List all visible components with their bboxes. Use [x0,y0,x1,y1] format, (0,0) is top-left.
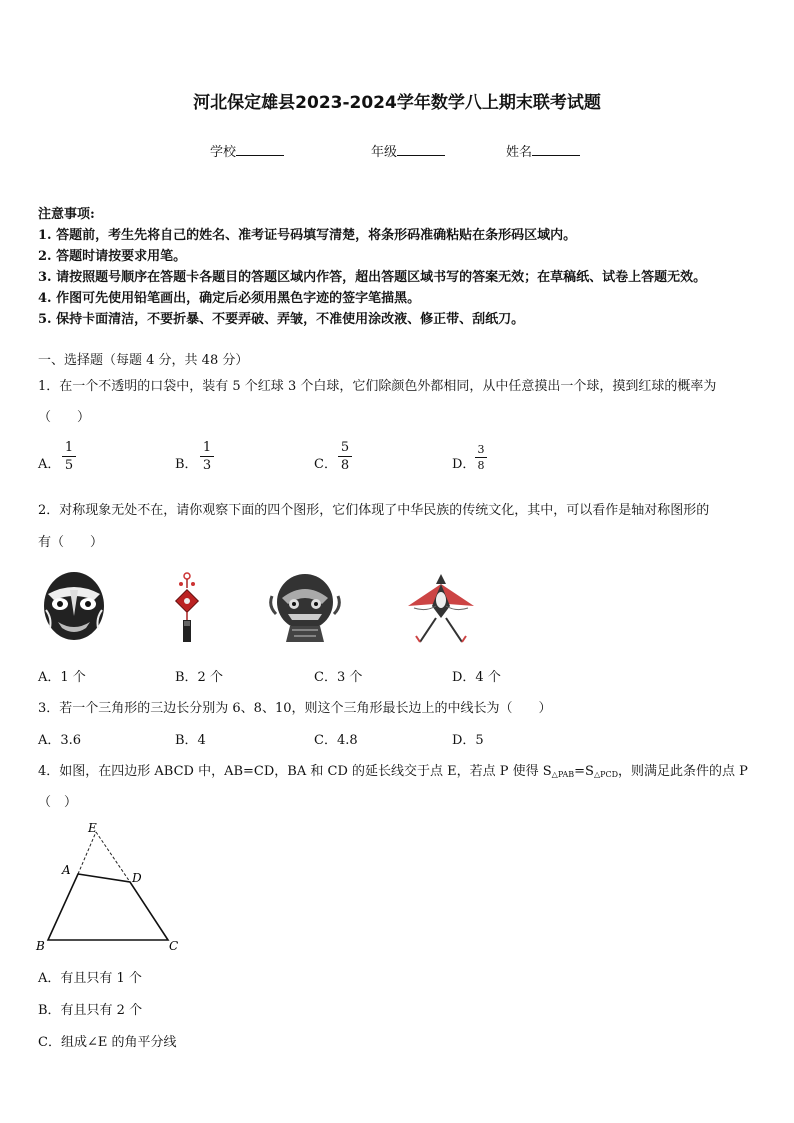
q2-option-c[interactable]: C．3 个 [314,670,363,685]
q2-text: 2．对称现象无处不在，请你观察下面的四个图形，它们体现了中华民族的传统文化，其中，可以看作是轴对称图形的 [38,503,710,518]
name-field[interactable] [506,141,580,160]
q4-paren: （ ） [38,795,78,810]
q1-option-d[interactable]: D． [452,457,476,472]
label-a: A [62,863,71,877]
q1-option-a[interactable]: A． [38,457,61,472]
section-heading: 一、选择题（每题 4 分，共 48 分） [38,353,249,368]
name-label: 姓名 [506,145,533,160]
q1-option-b[interactable]: B． [175,457,198,472]
q4-option-c[interactable]: C．组成∠E 的角平分线 [38,1035,177,1050]
note-item-4: 4. 作图可先使用铅笔画出，确定后必须用黑色字迹的签字笔描黑。 [38,291,421,306]
opera-mask-icon [42,570,106,642]
q2-option-d[interactable]: D．4 个 [452,670,501,685]
label-d: D [132,871,142,885]
grade-label: 年级 [371,145,398,160]
q1-option-c-fraction: 5 8 [338,440,352,473]
school-label: 学校 [210,145,237,160]
q4-option-a[interactable]: A．有且只有 1 个 [38,971,142,986]
label-c: C [169,939,179,953]
q4-text: 4．如图，在四边形 ABCD 中，AB=CD，BA 和 CD 的延长线交于点 E，若点 P 使得 $S_{\triangle PAB}=S_{\triangle PCD}$，则满足此条件的点 P [38,764,748,779]
notes-heading: 注意事项: [38,207,95,222]
label-b: B [36,939,45,953]
quadrilateral-figure [34,818,184,954]
q3-text: 3．若一个三角形的三边长分别为 6、8、10，则这个三角形最长边上的中线长为（ ） [38,701,552,716]
q4-option-b[interactable]: B．有且只有 2 个 [38,1003,143,1018]
page-title: 河北保定雄县2023-2024学年数学八上期末联考试题 [193,93,601,113]
note-item-3: 3. 请按照题号顺序在答题卡各题目的答题区域内作答，超出答题区域书写的答案无效；在草稿纸、试卷上答题无效。 [38,270,707,285]
q1-option-d-fraction: 3 8 [475,443,487,472]
q2-text-line2: 有（ ） [38,535,104,550]
q2-option-b[interactable]: B．2 个 [175,670,223,685]
q1-option-b-fraction: 1 3 [200,440,214,473]
bronze-vessel-pattern-icon [268,570,342,644]
note-item-1: 1. 答题前，考生先将自己的姓名、准考证号码填写清楚，将条形码准确粘贴在条形码区域内。 [38,228,577,243]
note-item-2: 2. 答题时请按要求用笔。 [38,249,187,264]
q1-paren: （ ） [38,410,91,425]
chinese-knot-icon [172,570,202,646]
q3-option-c[interactable]: C．4.8 [314,733,358,748]
q2-option-a[interactable]: A．1 个 [38,670,86,685]
note-item-5: 5. 保持卡面清洁，不要折暴、不要弄破、弄皱，不准使用涂改液、修正带、刮纸刀。 [38,312,525,327]
q1-text: 1．在一个不透明的口袋中，装有 5 个红球 3 个白球，它们除颜色外都相同，从中任意摸出一个球，摸到红球的概率为 [38,379,717,394]
label-e: E [88,821,97,835]
school-field[interactable] [210,141,284,160]
swallow-kite-icon [406,570,476,646]
q1-option-c[interactable]: C． [314,457,337,472]
q3-option-d[interactable]: D．5 [452,733,484,748]
q3-option-a[interactable]: A．3.6 [38,733,82,748]
grade-field[interactable] [371,141,445,160]
q1-option-a-fraction: 1 5 [62,440,76,473]
q3-option-b[interactable]: B．4 [175,733,206,748]
